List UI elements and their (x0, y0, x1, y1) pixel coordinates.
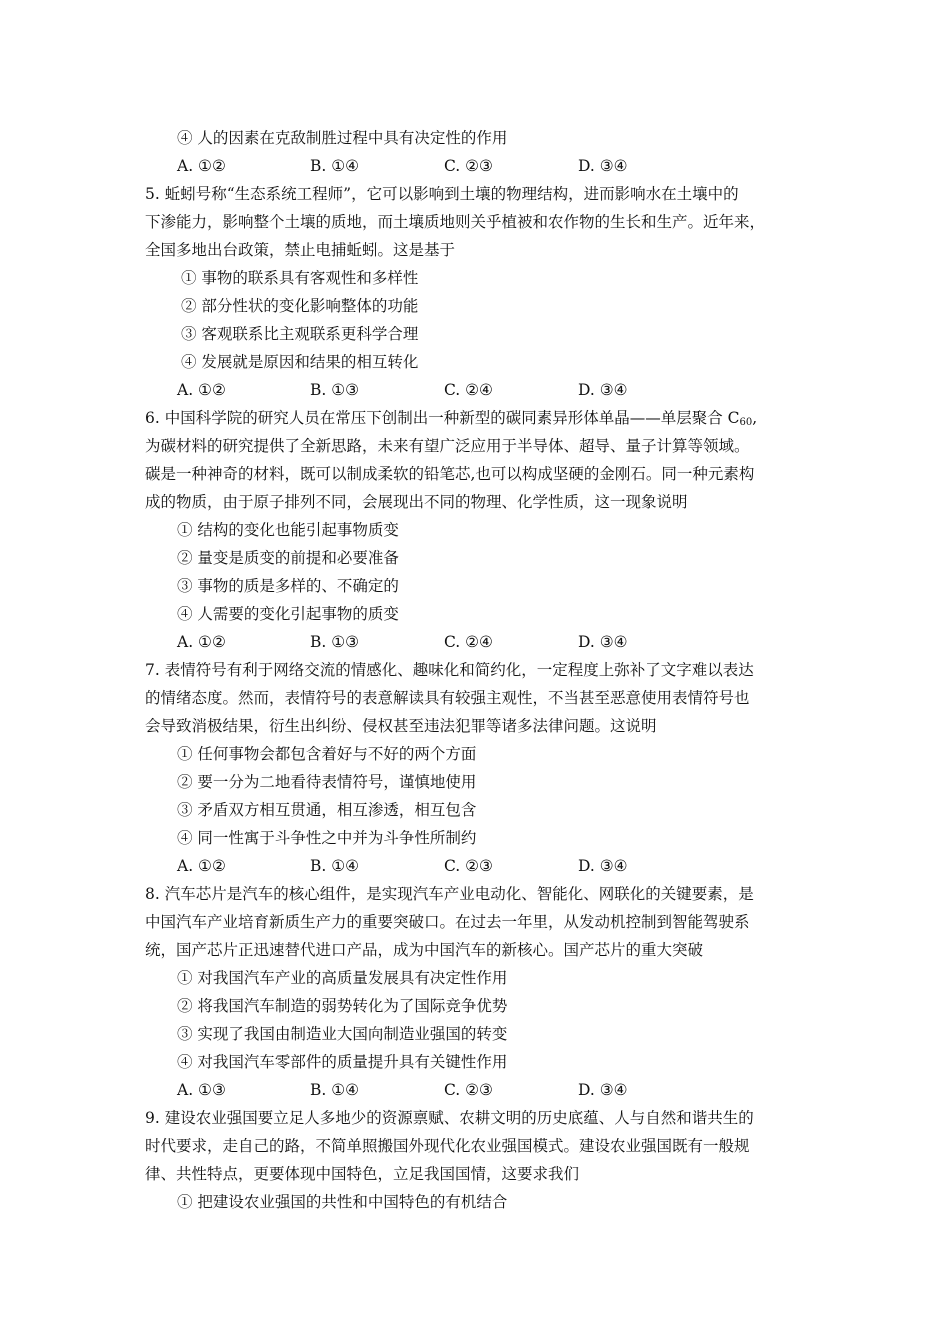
q8-stem-line-1: 8. 汽车芯片是汽车的核心组件，是实现汽车产业电动化、智能化、网联化的关键要素，是 (145, 885, 754, 903)
q6-stem-line-3: 碳是一种神奇的材料，既可以制成柔软的铅笔芯,也可以构成坚硬的金刚石。同一种元素构 (145, 465, 755, 483)
q8-option-4: ④ 对我国汽车零部件的质量提升具有关键性作用 (177, 1053, 508, 1071)
q9-stem-line-1: 9. 建设农业强国要立足人多地少的资源禀赋、农耕文明的历史底蕴、人与自然和谐共生的 (145, 1109, 754, 1127)
q6-stem-line-1-end: , (752, 409, 758, 427)
q6-stem-line-1 (145, 404, 810, 432)
q8-answer-choices (145, 1076, 810, 1104)
q7-stem-line-3: 会导致消极结果，衍生出纠纷、侵权甚至违法犯罪等诸多法律问题。这说明 (145, 717, 657, 735)
q6-stem-line-1-text: 6. 中国科学院的研究人员在常压下创制出一种新型的碳同素异形体单晶——单层聚合 C (145, 409, 740, 427)
q6-option-1: ① 结构的变化也能引起事物质变 (177, 521, 399, 539)
q4-choice-b: B. ①④ (310, 157, 360, 175)
q7-choice-c: C. ②③ (444, 857, 493, 875)
page-content (145, 124, 810, 1216)
q5-option-2: ② 部分性状的变化影响整体的功能 (181, 297, 419, 315)
q6-stem-line-4: 成的物质，由于原子排列不同，会展现出不同的物理、化学性质，这一现象说明 (145, 493, 688, 511)
q5-stem-line-3: 全国多地出台政策，禁止电捕蚯蚓。这是基于 (145, 241, 456, 259)
q8-stem-line-2: 中国汽车产业培育新质生产力的重要突破口。在过去一年里，从发动机控制到智能驾驶系 (145, 913, 750, 931)
q5-choice-d: D. ③④ (578, 381, 628, 399)
q4-answer-choices (145, 152, 810, 180)
q6-subscript: 60 (739, 417, 753, 428)
q9-stem-line-2: 时代要求，走自己的路，不简单照搬国外现代化农业强国模式。建设农业强国既有一般规 (145, 1137, 750, 1155)
q6-answer-choices (145, 628, 810, 656)
q5-option-3: ③ 客观联系比主观联系更科学合理 (181, 325, 419, 343)
q5-option-4: ④ 发展就是原因和结果的相互转化 (181, 353, 419, 371)
q8-option-1: ① 对我国汽车产业的高质量发展具有决定性作用 (177, 969, 508, 987)
q8-choice-d: D. ③④ (578, 1081, 628, 1099)
q7-choice-d: D. ③④ (578, 857, 628, 875)
q4-choice-a: A. ①② (177, 157, 226, 175)
q5-option-1: ① 事物的联系具有客观性和多样性 (181, 269, 419, 287)
q8-stem-line-3: 统，国产芯片正迅速替代进口产品，成为中国汽车的新核心。国产芯片的重大突破 (145, 941, 704, 959)
q7-choice-a: A. ①② (177, 857, 226, 875)
q7-option-4: ④ 同一性寓于斗争性之中并为斗争性所制约 (177, 829, 477, 847)
q6-option-3: ③ 事物的质是多样的、不确定的 (177, 577, 399, 595)
q8-option-3: ③ 实现了我国由制造业大国向制造业强国的转变 (177, 1025, 508, 1043)
q7-option-1: ① 任何事物会都包含着好与不好的两个方面 (177, 745, 477, 763)
q5-choice-a: A. ①② (177, 381, 226, 399)
q7-option-3: ③ 矛盾双方相互贯通，相互渗透，相互包含 (177, 801, 477, 819)
q6-choice-d: D. ③④ (578, 633, 628, 651)
q6-choice-b: B. ①③ (310, 633, 360, 651)
q9-option-1: ① 把建设农业强国的共性和中国特色的有机结合 (177, 1193, 508, 1211)
q9-stem-line-3: 律、共性特点，更要体现中国特色，立足我国国情，这要求我们 (145, 1165, 580, 1183)
q8-choice-c: C. ②③ (444, 1081, 493, 1099)
q7-answer-choices (145, 852, 810, 880)
q6-stem-line-2: 为碳材料的研究提供了全新思路，未来有望广泛应用于半导体、超导、量子计算等领域。 (145, 437, 750, 455)
q8-choice-b: B. ①④ (310, 1081, 360, 1099)
q6-choice-a: A. ①② (177, 633, 226, 651)
q7-option-2: ② 要一分为二地看待表情符号，谨慎地使用 (177, 773, 477, 791)
q5-choice-c: C. ②④ (444, 381, 493, 399)
q6-option-2: ② 量变是质变的前提和必要准备 (177, 549, 399, 567)
q5-stem-line-1: 5. 蚯蚓号称“生态系统工程师”，它可以影响到土壤的物理结构，进而影响水在土壤中的 (145, 185, 739, 203)
q8-option-2: ② 将我国汽车制造的弱势转化为了国际竞争优势 (177, 997, 508, 1015)
q5-answer-choices (145, 376, 810, 404)
q7-stem-line-1: 7. 表情符号有利于网络交流的情感化、趣味化和简约化，一定程度上弥补了文字难以表达 (145, 661, 754, 679)
q7-choice-b: B. ①④ (310, 857, 360, 875)
q5-choice-b: B. ①③ (310, 381, 360, 399)
q4-option-4: ④ 人的因素在克敌制胜过程中具有决定性的作用 (177, 129, 508, 147)
q4-choice-d: D. ③④ (578, 157, 628, 175)
q8-choice-a: A. ①③ (177, 1081, 226, 1099)
q6-choice-c: C. ②④ (444, 633, 493, 651)
q7-stem-line-2: 的情绪态度。然而，表情符号的表意解读具有较强主观性，不当甚至恶意使用表情符号也 (145, 689, 750, 707)
q6-option-4: ④ 人需要的变化引起事物的质变 (177, 605, 399, 623)
q4-choice-c: C. ②③ (444, 157, 493, 175)
q5-stem-line-2: 下渗能力，影响整个土壤的质地，而土壤质地则关乎植被和农作物的生长和生产。近年来， (145, 213, 766, 231)
